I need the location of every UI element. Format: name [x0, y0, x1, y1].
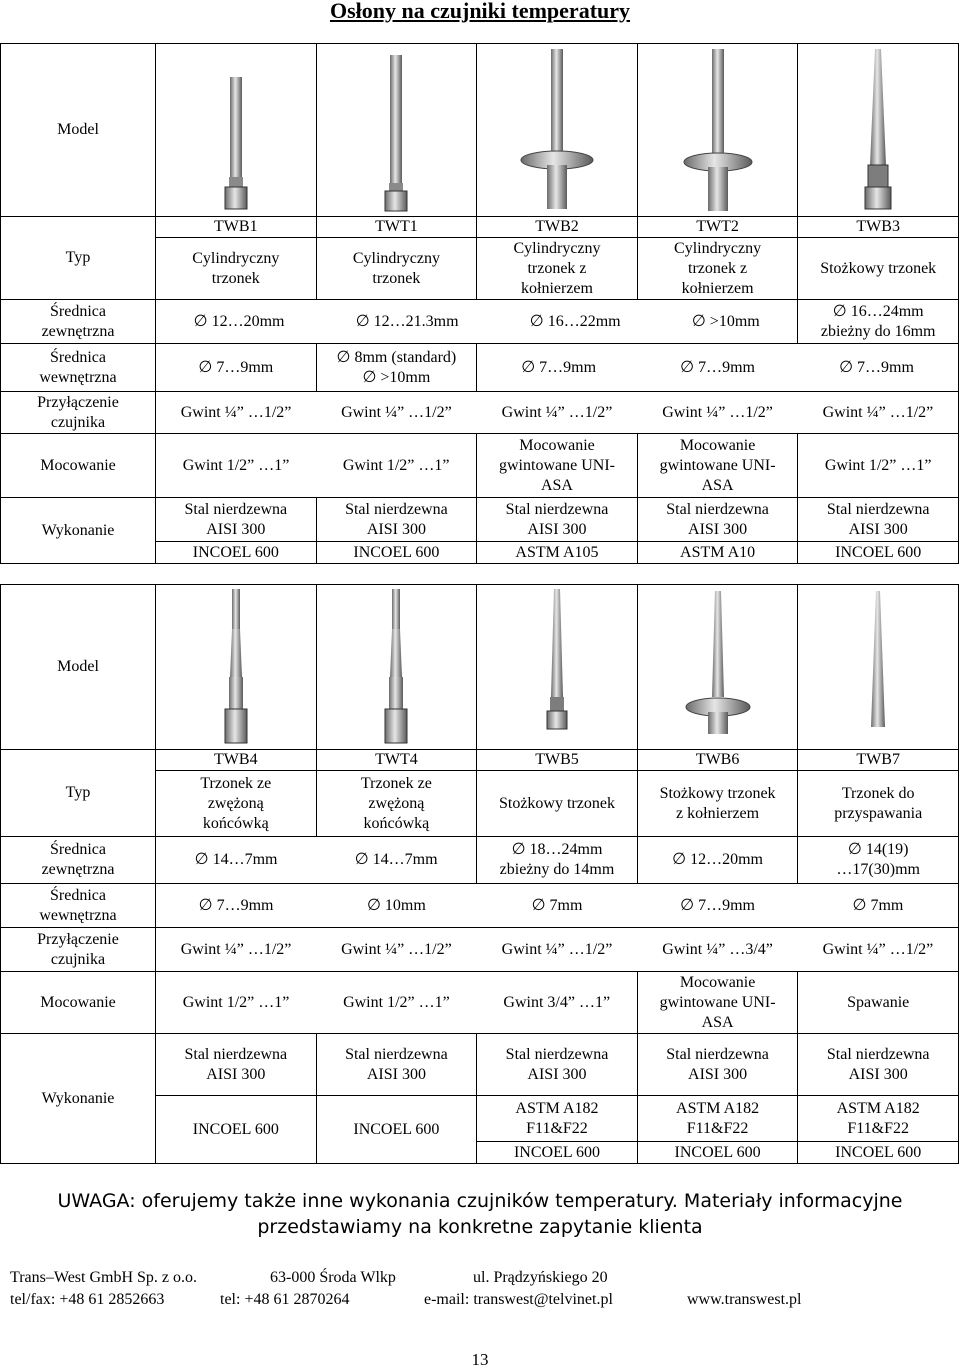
srednica-wew-value: ∅ 7mm: [798, 884, 959, 928]
label-line: Średnica: [50, 348, 106, 366]
typ-value: [798, 771, 959, 837]
srednica-zew-value: ∅ 12…20mm: [193, 312, 285, 330]
wykonanie-value: [156, 1034, 317, 1096]
thermowell-twb5: [479, 587, 635, 747]
spec-table-2: [0, 584, 959, 1164]
wykonanie-value: [798, 1096, 959, 1142]
label-line: Średnica: [50, 841, 106, 858]
thermowell-image: [156, 585, 317, 750]
przylaczenie-value: Gwint ¼” …1/2”: [798, 392, 959, 434]
typ-line: zwężoną: [207, 794, 264, 812]
value-line: AISI 300: [527, 1065, 587, 1083]
label-line: Średnica: [50, 302, 106, 320]
value-line: ASTM A182: [515, 1099, 599, 1117]
model-code: TWB4: [156, 750, 317, 771]
srednica-zew-value: ∅ 12…21.3mm: [355, 312, 459, 330]
wykonanie-value: INCOEL 600: [637, 1142, 798, 1164]
note-line: przedstawiamy na konkretne zapytanie klienta: [257, 1216, 703, 1238]
value-line: gwintowane UNI-: [659, 456, 776, 474]
przylaczenie-label: [1, 928, 156, 972]
model-label: Model: [1, 585, 156, 750]
przylaczenie-value: Gwint ¼” …1/2”: [477, 392, 638, 434]
srednica-wew-value: ∅ 7…9mm: [156, 344, 317, 392]
mocowanie-label: Mocowanie: [1, 434, 156, 498]
company-city: 63-000 Środa Wlkp: [270, 1269, 396, 1286]
typ-value: [316, 238, 477, 300]
wykonanie-value: [798, 498, 959, 542]
wykonanie-value: [316, 1034, 477, 1096]
value-line: zbieżny do 14mm: [499, 861, 615, 878]
company-website-link[interactable]: www.transwest.pl: [687, 1291, 802, 1308]
company-phone: tel: +48 61 2870264: [220, 1291, 350, 1308]
srednica-wew-value: ∅ 10mm: [316, 884, 477, 928]
value-line: AISI 300: [848, 1065, 908, 1083]
typ-line: Cylindryczny: [513, 239, 601, 257]
mocowanie-value: Gwint 3/4” …1”: [477, 972, 638, 1034]
value-line: AISI 300: [527, 520, 587, 538]
srednica-zew-value: [798, 837, 959, 884]
value-line: AISI 300: [206, 1065, 266, 1083]
srednica-wew-value: ∅ 7mm: [477, 884, 638, 928]
value-line: F11&F22: [686, 1119, 749, 1137]
value-line: AISI 300: [366, 520, 426, 538]
typ-line: końcówką: [202, 814, 269, 832]
typ-line: z kołnierzem: [676, 804, 760, 822]
thermowell-image: [798, 44, 959, 217]
typ-value: [637, 238, 798, 300]
wykonanie-value: [477, 1096, 638, 1142]
typ-value: [477, 771, 638, 837]
value-line: ∅ 14(19): [847, 841, 909, 858]
wykonanie-value: ASTM A105: [477, 542, 638, 564]
srednica-zew-value: ∅ >10mm: [691, 312, 760, 330]
srednica-wew-value: ∅ 7…9mm: [156, 884, 317, 928]
company-fax: tel/fax: +48 61 2852663: [10, 1291, 165, 1308]
typ-value: [798, 238, 959, 300]
typ-line: Cylindryczny: [192, 249, 280, 267]
model-label: Model: [1, 44, 156, 217]
typ-line: Stożkowy trzonek: [820, 259, 937, 277]
mocowanie-value: Spawanie: [798, 972, 959, 1034]
note: [0, 1188, 960, 1240]
srednica-zew-value: ∅ 12…20mm: [637, 837, 798, 884]
typ-line: trzonek: [372, 269, 421, 287]
value-line: ASTM A182: [676, 1099, 760, 1117]
label-line: wewnętrzna: [39, 368, 117, 386]
thermowell-twt4: [319, 587, 475, 747]
value-line: ∅ 18…24mm: [511, 841, 603, 858]
typ-line: Stożkowy trzonek: [659, 784, 776, 802]
typ-line: trzonek z: [527, 259, 587, 277]
thermowell-twb1: [158, 45, 314, 215]
wykonanie-value: [637, 1034, 798, 1096]
model-code: TWT4: [316, 750, 477, 771]
label-line: Przyłączenie: [37, 930, 119, 948]
value-line: Stal nierdzewna: [184, 500, 288, 518]
mocowanie-value: Gwint 1/2” …1”: [798, 434, 959, 498]
thermowell-twb6: [640, 587, 796, 747]
label-line: Przyłączenie: [37, 393, 119, 411]
mocowanie-value: Gwint 1/2” …1”: [316, 972, 477, 1034]
model-code: TWT2: [637, 217, 798, 238]
przylaczenie-label: [1, 392, 156, 434]
srednica-zew-label: [1, 837, 156, 884]
przylaczenie-value: Gwint ¼” …1/2”: [477, 928, 638, 972]
typ-label: Typ: [1, 750, 156, 837]
typ-value: [156, 771, 317, 837]
page-number: 13: [471, 1350, 489, 1369]
wykonanie-value: INCOEL 600: [316, 1096, 477, 1164]
value-line: Stal nierdzewna: [345, 500, 448, 518]
mocowanie-value: Gwint 1/2” …1”: [156, 434, 317, 498]
value-line: F11&F22: [847, 1119, 910, 1137]
value-line: ASTM A182: [836, 1099, 920, 1117]
value-line: Stal nierdzewna: [184, 1045, 288, 1063]
srednica-zew-label: [1, 300, 156, 344]
thermowell-image: [316, 585, 477, 750]
value-line: AISI 300: [848, 520, 908, 538]
value-line: Stal nierdzewna: [345, 1045, 448, 1063]
value-line: Mocowanie: [519, 436, 595, 454]
value-line: ∅ 8mm (standard): [336, 348, 457, 366]
thermowell-image: [477, 44, 638, 217]
srednica-zew-value: ∅ 14…7mm: [316, 837, 477, 884]
typ-value: [156, 238, 317, 300]
value-line: …17(30)mm: [836, 861, 920, 878]
typ-line: trzonek z: [688, 259, 748, 277]
wykonanie-value: [798, 1034, 959, 1096]
value-line: gwintowane UNI-: [659, 993, 776, 1011]
mocowanie-value: [637, 434, 798, 498]
wykonanie-label: Wykonanie: [1, 1034, 156, 1164]
srednica-wew-value: [316, 344, 477, 392]
value-line: F11&F22: [526, 1119, 588, 1137]
value-line: AISI 300: [688, 1065, 748, 1083]
value-line: AISI 300: [206, 520, 266, 538]
company-street: ul. Prądzyńskiego 20: [473, 1269, 608, 1286]
wykonanie-value: INCOEL 600: [477, 1142, 638, 1164]
srednica-wew-label: [1, 344, 156, 392]
thermowell-twb4: [158, 587, 314, 747]
srednica-wew-value: ∅ 7…9mm: [680, 358, 755, 376]
value-line: Stal nierdzewna: [666, 500, 769, 518]
model-code: TWB5: [477, 750, 638, 771]
wykonanie-value: INCOEL 600: [316, 542, 477, 564]
thermowell-twb7: [800, 587, 956, 747]
thermowell-image: [798, 585, 959, 750]
company-email-link[interactable]: e-mail: transwest@telvinet.pl: [424, 1291, 613, 1308]
wykonanie-value: INCOEL 600: [156, 1096, 317, 1164]
typ-line: przyspawania: [834, 804, 923, 822]
mocowanie-label: Mocowanie: [1, 972, 156, 1034]
wykonanie-value: INCOEL 600: [798, 542, 959, 564]
model-code: TWB1: [156, 217, 317, 238]
wykonanie-value: [316, 498, 477, 542]
typ-line: Trzonek ze: [360, 774, 432, 792]
model-code: TWB3: [798, 217, 959, 238]
przylaczenie-value: Gwint ¼” …3/4”: [637, 928, 798, 972]
typ-line: Trzonek ze: [200, 774, 272, 792]
value-line: Stal nierdzewna: [826, 1045, 930, 1063]
typ-value: [477, 238, 638, 300]
wykonanie-value: INCOEL 600: [798, 1142, 959, 1164]
model-code: TWT1: [316, 217, 477, 238]
thermowell-image: [156, 44, 317, 217]
value-line: ∅ >10mm: [362, 368, 431, 386]
company-name: Trans–West GmbH Sp. z o.o.: [10, 1269, 198, 1286]
thermowell-twt2: [640, 45, 796, 215]
model-code: TWB7: [798, 750, 959, 771]
przylaczenie-value: Gwint ¼” …1/2”: [316, 392, 477, 434]
wykonanie-label: Wykonanie: [1, 498, 156, 564]
srednica-zew-value: ∅ 14…7mm: [156, 837, 317, 884]
typ-value: [637, 771, 798, 837]
wykonanie-value: INCOEL 600: [156, 542, 317, 564]
mocowanie-value: Gwint 1/2” …1”: [316, 434, 477, 498]
label-line: wewnętrzna: [39, 906, 117, 924]
typ-line: kołnierzem: [521, 279, 593, 297]
przylaczenie-value: Gwint ¼” …1/2”: [798, 928, 959, 972]
spec-table-1: [0, 43, 959, 564]
model-code: TWB2: [477, 217, 638, 238]
wykonanie-value: ASTM A10: [637, 542, 798, 564]
label-line: czujnika: [50, 413, 106, 431]
srednica-zew-value: [798, 300, 959, 344]
model-code: TWB6: [637, 750, 798, 771]
value-line: AISI 300: [366, 1065, 426, 1083]
wykonanie-value: [637, 498, 798, 542]
mocowanie-value: [637, 972, 798, 1034]
wykonanie-value: [477, 1034, 638, 1096]
przylaczenie-value: Gwint ¼” …1/2”: [156, 928, 317, 972]
przylaczenie-value: Gwint ¼” …1/2”: [637, 392, 798, 434]
typ-line: Stożkowy trzonek: [498, 794, 615, 812]
value-line: ASA: [540, 476, 573, 494]
wykonanie-value: [156, 498, 317, 542]
note-line: UWAGA: oferujemy także inne wykonania czujników temperatury. Materiały informacyjne: [57, 1190, 903, 1212]
typ-line: trzonek: [211, 269, 260, 287]
value-line: ASA: [701, 1013, 734, 1031]
thermowell-twt1: [319, 45, 475, 215]
typ-line: Cylindryczny: [352, 249, 440, 267]
typ-line: kołnierzem: [681, 279, 754, 297]
value-line: ∅ 16…24mm: [832, 302, 924, 320]
typ-line: końcówką: [363, 814, 430, 832]
value-line: AISI 300: [688, 520, 748, 538]
label-line: Średnica: [50, 886, 106, 904]
label-line: czujnika: [50, 950, 106, 968]
mocowanie-value: [477, 434, 638, 498]
value-line: zbieżny do 16mm: [820, 322, 936, 340]
srednica-wew-value: ∅ 7…9mm: [839, 358, 914, 376]
srednica-wew-value: ∅ 7…9mm: [637, 884, 798, 928]
srednica-zew-value: [477, 837, 638, 884]
typ-line: Cylindryczny: [674, 239, 762, 257]
value-line: gwintowane UNI-: [499, 456, 615, 474]
mocowanie-value: Gwint 1/2” …1”: [156, 972, 317, 1034]
wykonanie-value: [637, 1096, 798, 1142]
page-title: Osłony na czujniki temperatury: [329, 0, 631, 23]
value-line: Stal nierdzewna: [505, 500, 609, 518]
przylaczenie-value: Gwint ¼” …1/2”: [156, 392, 317, 434]
thermowell-twb2: [479, 45, 635, 215]
value-line: Stal nierdzewna: [505, 1045, 609, 1063]
thermowell-image: [637, 585, 798, 750]
value-line: Stal nierdzewna: [826, 500, 930, 518]
typ-line: Trzonek do: [841, 784, 915, 802]
srednica-zew-value: ∅ 16…22mm: [529, 312, 621, 330]
srednica-wew-label: [1, 884, 156, 928]
srednica-wew-value: ∅ 7…9mm: [521, 358, 597, 376]
label-line: zewnętrzna: [41, 322, 115, 340]
przylaczenie-value: Gwint ¼” …1/2”: [316, 928, 477, 972]
typ-value: [316, 771, 477, 837]
value-line: ASA: [701, 476, 734, 494]
srednica-zew-values: [156, 300, 798, 344]
label-line: zewnętrzna: [41, 861, 115, 878]
value-line: Mocowanie: [679, 436, 756, 454]
thermowell-image: [477, 585, 638, 750]
typ-label: Typ: [1, 217, 156, 300]
value-line: Stal nierdzewna: [666, 1045, 769, 1063]
value-line: Mocowanie: [679, 973, 756, 991]
thermowell-twb3: [800, 45, 956, 215]
srednica-wew-values: [477, 344, 959, 392]
thermowell-image: [316, 44, 477, 217]
thermowell-image: [637, 44, 798, 217]
typ-line: zwężoną: [368, 794, 425, 812]
wykonanie-value: [477, 498, 638, 542]
